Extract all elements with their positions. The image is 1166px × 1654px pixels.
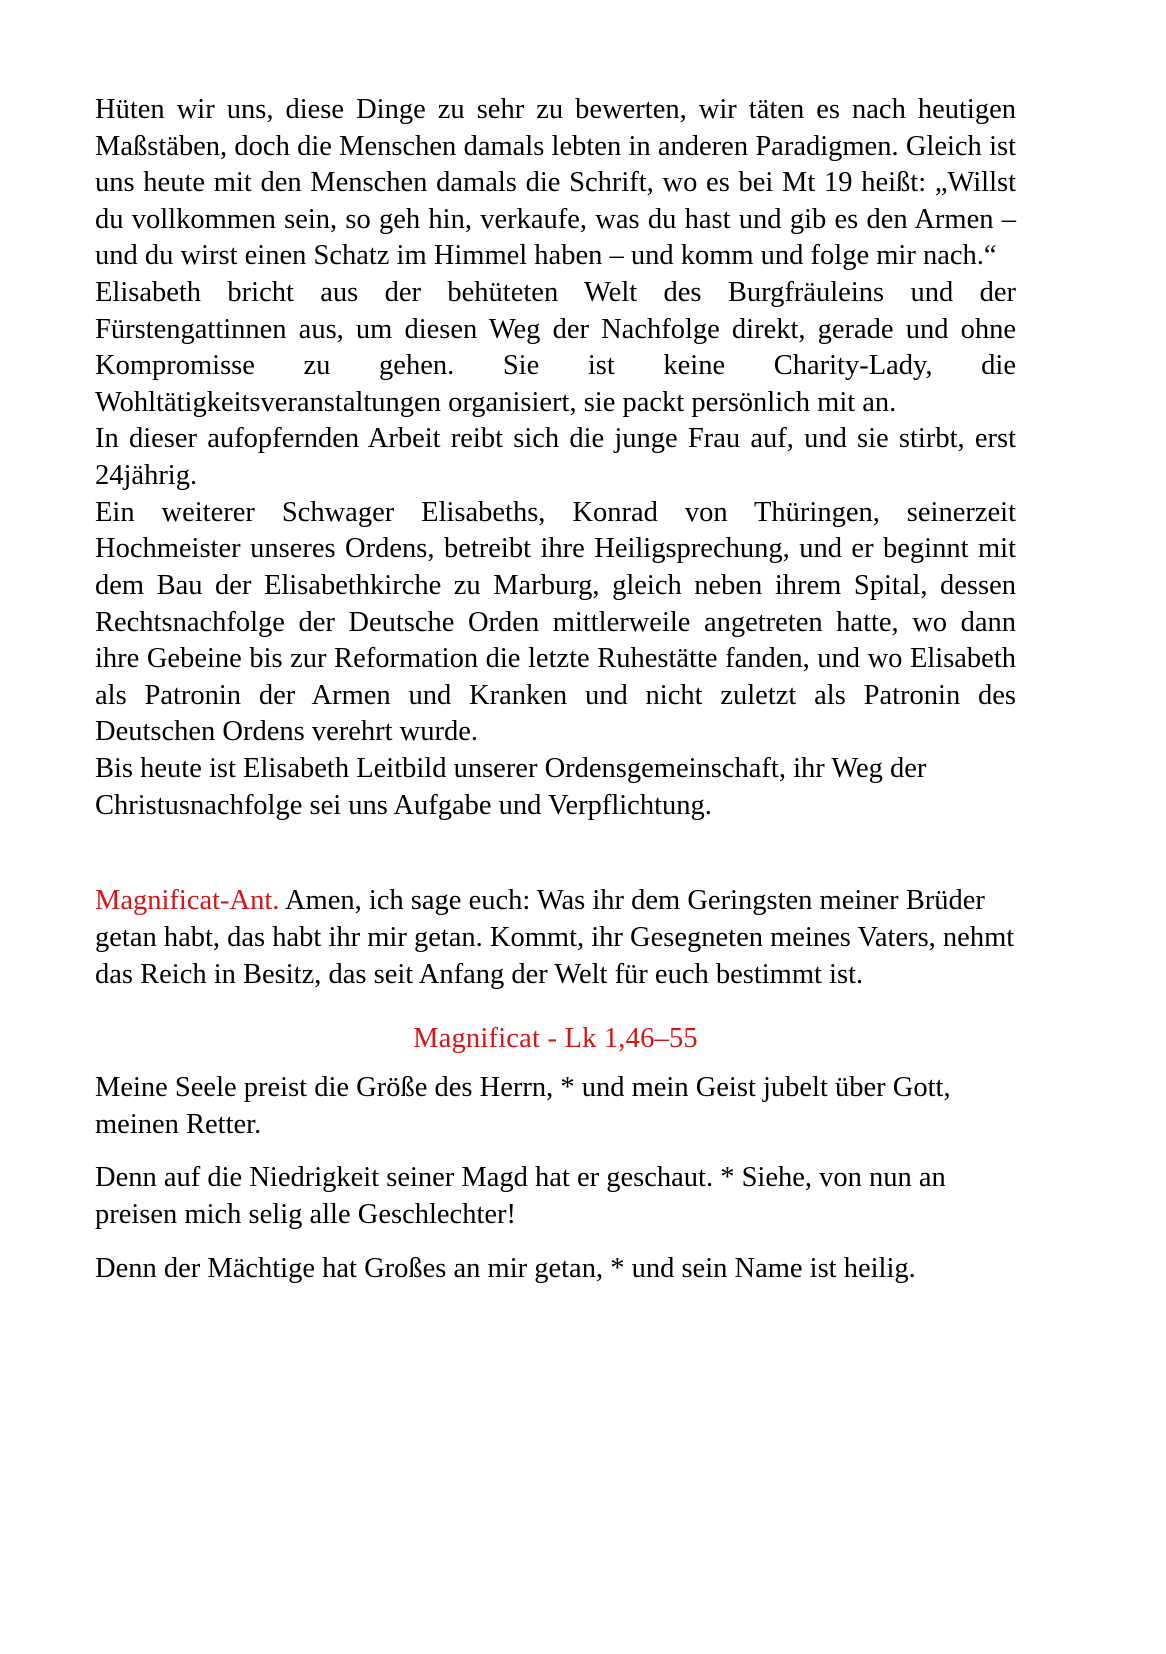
body-paragraph-2: Elisabeth bricht aus der behüteten Welt des Burgfräuleins und der Fürstengattinnen aus, um diesen Weg der Nachfolge direkt, gerade und ohne Kompromisse zu gehen. Sie ist keine Charity-Lady, die Wohltätigkeitsveranstaltungen organisiert, sie packt persönlich mit an.	[95, 277, 1016, 418]
magnificat-antiphon	[95, 882, 1016, 993]
canticle-verse-2: Denn auf die Niedrigkeit seiner Magd hat er geschaut. * Siehe, von nun an preisen mich selig alle Geschlechter!	[95, 1162, 946, 1231]
antiphon-text: Amen, ich sage euch: Was ihr dem Geringsten meiner Brüder getan habt, das habt ihr mir getan. Kommt, ihr Gesegneten meines Vaters, nehmt das Reich in Besitz, das seit Anfang der Welt für euch bestimmt ist.	[95, 885, 1015, 991]
body-paragraph-4: Ein weiterer Schwager Elisabeths, Konrad von Thüringen, seinerzeit Hochmeister unseres Ordens, betreibt ihre Heiligsprechung, und er beginnt mit dem Bau der Elisabethkirche zu Marburg, gleich neben ihrem Spital, dessen Rechtsnachfolge der Deutsche Orden mittlerweile angetreten hatte, wo dann ihre Gebeine bis zur Reformation die letzte Ruhestätte fanden, und wo Elisabeth als Patronin der Armen und Kranken und nicht zuletzt als Patronin des Deutschen Ordens verehrt wurde.	[95, 496, 1016, 748]
section-spacer	[95, 824, 1016, 882]
canticle-verse-3: Denn der Mächtige hat Großes an mir getan, * und sein Name ist heilig.	[95, 1252, 916, 1284]
antiphon-label: Magnificat-Ant.	[95, 885, 280, 917]
title-spacer	[95, 1055, 1016, 1069]
body-paragraph-3: In dieser aufopfernden Arbeit reibt sich die junge Frau auf, und sie stirbt, erst 24jährig.	[95, 423, 1016, 492]
canticle-title: Magnificat - Lk 1,46–55	[413, 1023, 698, 1055]
antiphon-spacer	[95, 993, 1016, 1023]
body-paragraph-5: Bis heute ist Elisabeth Leitbild unserer Ordensgemeinschaft, ihr Weg der Christusnachfolge sei uns Aufgabe und Verpflichtung.	[95, 752, 927, 821]
body-paragraph-1: Hüten wir uns, diese Dinge zu sehr zu bewerten, wir täten es nach heutigen Maßstäben, doch die Menschen damals lebten in anderen Paradigmen. Gleich ist uns heute mit den Menschen damals die Schrift, wo es bei Mt 19 heißt: „Willst du vollkommen sein, so geh hin, verkaufe, was du hast und gib es den Armen – und du wirst einen Schatz im Himmel haben – und komm und folge mir nach.“	[95, 94, 1016, 272]
canticle-verse-1: Meine Seele preist die Größe des Herrn, * und mein Geist jubelt über Gott, meinen Retter.	[95, 1072, 951, 1141]
